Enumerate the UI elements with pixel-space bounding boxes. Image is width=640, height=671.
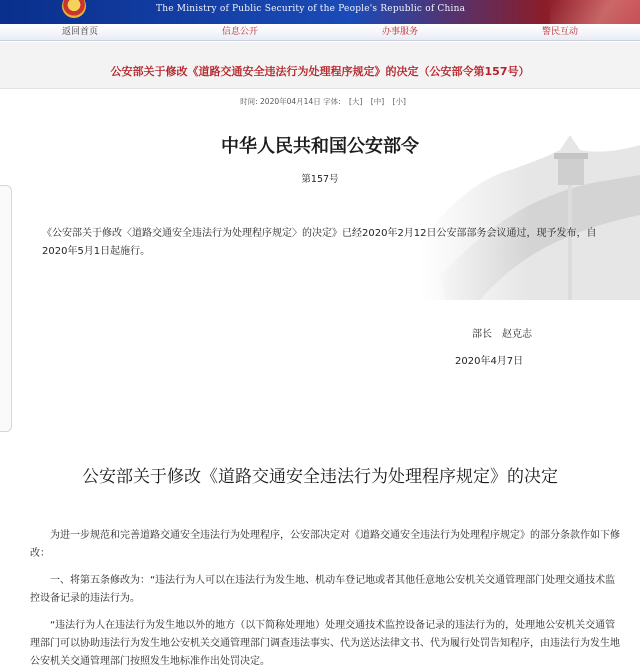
decision-title: 公安部关于修改《道路交通安全违法行为处理程序规定》的决定 — [82, 467, 558, 487]
decision-paragraph: “违法行为人在违法行为发生地以外的地方（以下简称处理地）处理交通技术监控设备记录的违法行为的，处理地公安机关交通管理部门可以协助违法行为发生地公安机关交通管理部门调查违法事实、代为送达法律文书、代为履行处罚告知程序，由违法行为发生地公安机关交通管理部门按照发生地标准作出处罚决定。 — [30, 620, 620, 667]
publish-time: 时间: 2020年04月14日 字体: — [240, 97, 341, 106]
nav-interaction[interactable]: 警民互动 — [541, 27, 578, 37]
page-title: 公安部关于修改《道路交通安全违法行为处理程序规定》的决定（公安部令第157号） — [110, 65, 530, 78]
font-size-large-button[interactable]: [大] — [349, 97, 363, 106]
order-date: 2020年4月7日 — [455, 356, 524, 367]
order-title: 中华人民共和国公安部令 — [221, 136, 419, 157]
site-banner — [0, 0, 640, 24]
decision-paragraph: 一、将第五条修改为：“违法行为人可以在违法行为发生地、机动车登记地或者其他任意地公安机关交通管理部门处理交通技术监控设备记录的违法行为。 — [30, 575, 616, 604]
font-size-medium-button[interactable]: [中] — [370, 97, 385, 106]
order-number: 第157号 — [301, 174, 339, 185]
nav-services[interactable]: 办事服务 — [381, 27, 418, 37]
banner-decoration — [550, 0, 640, 24]
nav-home[interactable]: 返回首页 — [61, 27, 98, 37]
main-nav — [0, 25, 640, 41]
minister-signature: 部长 赵克志 — [472, 329, 532, 340]
police-emblem-icon — [62, 0, 86, 18]
decision-paragraph: 为进一步规范和完善道路交通安全违法行为处理程序，公安部决定对《道路交通安全违法行为处理程序规定》的部分条款作如下修改： — [30, 530, 620, 559]
site-title: The Ministry of Public Security of the People's Republic of China — [156, 4, 466, 14]
nav-info-disclosure[interactable]: 信息公开 — [221, 27, 258, 37]
font-size-small-button[interactable]: [小] — [392, 97, 406, 106]
side-panel-tab[interactable] — [0, 185, 12, 432]
order-body: 《公安部关于修改〈道路交通安全违法行为处理程序规定〉的决定》已经2020年2月12日公安部部务会议通过，现予发布，自2020年5月1日起施行。 — [42, 228, 597, 257]
article-meta — [0, 96, 640, 107]
